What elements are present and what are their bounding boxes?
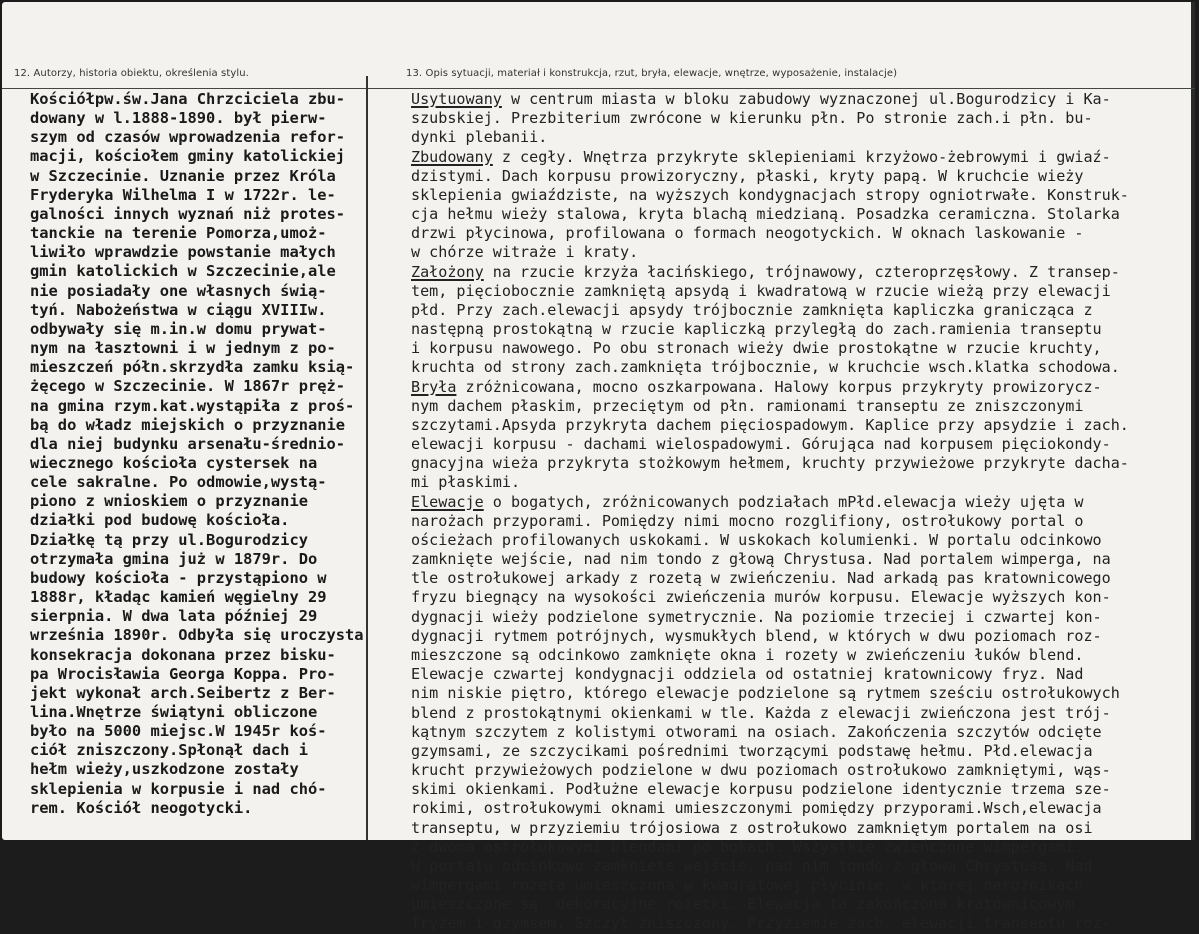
section-keyword: Założony (411, 262, 484, 281)
description-text: z cegły. Wnętrza przykryte sklepieniami krzyżowo-żebrowymi i gwiaź- (492, 147, 1111, 166)
card-edge (1191, 2, 1195, 840)
description-text: na rzucie krzyża łacińskiego, trójnawowy, czteroprzęsłowy. Z transep- (483, 262, 1120, 281)
description-text-line (411, 799, 1129, 818)
description-text: W portalu odcinkowo zamknięte wejście, nad nim tondo z głową Chrystusa. Nad (411, 856, 1093, 875)
description-text-line (411, 665, 1129, 684)
description-text-line (411, 128, 1129, 147)
history-text-line: rem. Kościół neogotycki. (30, 798, 253, 817)
description-text-line (411, 838, 1129, 857)
description-text-line (411, 704, 1129, 723)
history-text-line: szym od czasów wprowadzenia refor- (30, 128, 346, 147)
description-text: wimpergami rozeta umieszczona w kwadratowej płycinie, w której narożnikach (411, 876, 1084, 895)
description-text: dynki plebanii. (411, 128, 548, 147)
history-text-line: żęcego w Szczecinie. W 1867r pręż- (30, 377, 346, 396)
description-text-line (411, 819, 1129, 838)
description-text: blend z prostokątnymi okienkami w tle. Każda z elewacji zwieńczona jest trój- (411, 703, 1111, 722)
description-text-line (411, 473, 1129, 492)
description-text-line (411, 895, 1129, 914)
history-text-line: lina.Wnętrze świątyni obliczone (30, 703, 318, 721)
description-text: skimi okienkami. Podłużne elewacje korpusu podzielone identycznie trzema sze- (411, 780, 1111, 799)
description-text: elewacji korpusu - dachami wielospadowymi. Górująca nad korpusem pięciokondy- (411, 435, 1111, 454)
description-text-line (411, 148, 1129, 167)
history-text-line: bą do władz miejskich o przyznanie (30, 415, 346, 434)
description-text-line (411, 167, 1129, 186)
history-text-line: sierpnia. W dwa lata później 29 (30, 607, 318, 626)
history-text-line: cele sakralne. Po odmowie,wystą- (30, 473, 327, 492)
description-text-line (411, 416, 1129, 435)
document-card (2, 2, 1195, 933)
description-text: w chórze witraże i kraty. (411, 243, 639, 262)
description-text-column (411, 90, 1129, 934)
history-text-line: otrzymała gmina już w 1879r. Do (30, 549, 318, 568)
description-text-line (411, 646, 1129, 665)
description-text: z dwoma ostrołukowymi blendami po bokach. Wszystkie zwieńczone wimpergami. (411, 837, 1084, 856)
history-text-line: Działkę tą przy ul.Bogurodzicy (30, 530, 308, 549)
history-text-line: dowany w l.1888-1890. był pierw- (30, 109, 327, 128)
history-text-line: galności innych wyznań niż protes- (30, 204, 346, 223)
description-text: mieszczone są odcinkowo zamknięte okna i rozety w zwieńczeniu łuków blend. (411, 645, 1084, 664)
description-text-line (411, 378, 1129, 397)
description-text: i korpusu nawowego. Po obu stronach wieży dwie prostokątne w rzucie kruchty, (411, 339, 1102, 358)
description-text: drzwi płycinowa, profilowana o formach neogotyckich. W oknach laskowanie - (411, 224, 1084, 243)
history-text-line: ciół zniszczony.Spłonął dach i (30, 741, 308, 760)
history-text-line: nym na łasztowni i w jednym z po- (30, 339, 336, 358)
description-text: krucht przywieżowych podzielone w dwu poziomach ostrołukowo zamkniętymi, wąs- (411, 761, 1111, 780)
history-text-column (30, 90, 364, 818)
description-text-line (411, 876, 1129, 895)
history-text-line: Kościółpw.św.Jana Chrzciciela zbu- (30, 90, 346, 108)
description-text: kruchta od strony zach.zamknięta trójbocznie, w kruchcie wsch.klatka schodowa. (411, 358, 1120, 377)
description-text-line (411, 857, 1129, 876)
description-text-line (411, 205, 1129, 224)
description-text-line (411, 435, 1129, 454)
column-divider (366, 76, 368, 840)
description-text: fryzu biegnący na wysokości zwieńczenia murów korpusu. Elewacje wyższych kon- (411, 588, 1111, 607)
description-text-line (411, 109, 1129, 128)
description-text-line (411, 569, 1129, 588)
history-text-line: września 1890r. Odbyła się uroczysta (30, 626, 364, 645)
description-text-line (411, 243, 1129, 262)
description-text: tem, pięciobocznie zamkniętą apsydą i kwadratową w rzucie wieżą przy elewacji (411, 281, 1111, 300)
section-keyword: Elewacje (411, 492, 484, 511)
description-text: w centrum miasta w bloku zabudowy wyznaczonej ul.Bogurodzicy i Ka- (501, 90, 1111, 108)
description-text-line (411, 301, 1129, 320)
section-13-header: 13. Opis sytuacji, materiał i konstrukcja, rzut, bryła, elewacje, wnętrze, wyposażenie, instalacje) (406, 68, 898, 79)
section-keyword: Zbudowany (411, 147, 493, 166)
section-keyword: Usytuowany (411, 90, 502, 108)
section-keyword: Bryła (411, 377, 457, 396)
history-text-line: piono z wnioskiem o przyznanie (30, 492, 308, 511)
description-text: fryzem i gzymsem. Szczyt zniszczony. Przyziemie zach. elewacji transeptu roz- (411, 914, 1111, 933)
section-12-header: 12. Autorzy, historia obiektu, określenia stylu. (14, 68, 249, 79)
description-text-line (411, 684, 1129, 703)
description-text: cja hełmu wieży stalowa, kryta blachą miedzianą. Posadzka ceramiczna. Stolarka (411, 205, 1120, 224)
description-text: o bogatych, zróżnicowanych podziałach mPłd.elewacja wieży ujęta w (483, 492, 1084, 511)
description-text: ościeżach profilowanych uskokami. W uskokach kolumienki. W portalu odcinkowo (411, 530, 1102, 549)
history-text-line: działki pod budowę kościoła. (30, 511, 290, 530)
history-text-line: w Szczecinie. Uznanie przez Króla (30, 166, 336, 185)
description-text: szubskiej. Prezbiterium zwrócone w kierunku płn. Po stronie zach.i płn. bu- (411, 109, 1093, 128)
description-text: gzymsami, ze szczycikami pośrednimi tworzącymi podstawę hełmu. Płd.elewacja (411, 741, 1093, 760)
description-text: nym dachem płaskim, przeciętym od płn. ramionami transeptu ze zniszczonymi (411, 396, 1084, 415)
description-text: szczytami.Apsyda przykryta dachem pięciospadowym. Kaplice przy apsydzie i zach. (411, 415, 1129, 434)
description-text: umieszczone są dekoracyjne rozetki. Elewacja ta zakończona kratownicowym (411, 895, 1075, 914)
description-text-line (411, 608, 1129, 627)
description-text: tle ostrołukowej arkady z rozetą w zwieńczeniu. Nad arkadą pas kratownicowego (411, 569, 1111, 588)
history-text-line: jekt wykonał arch.Seibertz z Ber- (30, 683, 336, 702)
history-text-line: gmin katolickich w Szczecinie,ale (30, 262, 336, 281)
description-text-line (411, 550, 1129, 569)
description-text-line (411, 627, 1129, 646)
description-text-line (411, 454, 1129, 473)
description-text: zróżnicowana, mocno oszkarpowana. Halowy korpus przykryty prowizorycz- (456, 377, 1102, 396)
description-text: gnacyjna wieża przykryta stożkowym hełmem, kruchty przywieżowe przykryte dacha- (411, 454, 1129, 473)
description-text-line (411, 186, 1129, 205)
description-text: Elewacje czwartej kondygnacji oddziela od ostatniej kratownicowy fryz. Nad (411, 665, 1084, 684)
history-text-line: na gmina rzym.kat.wystąpiła z proś- (30, 396, 355, 415)
history-text-line: wiecznego kościoła cystersek na (30, 453, 318, 472)
history-text-line: sklepienia w korpusie i nad chó- (30, 779, 327, 798)
history-text-line: Fryderyka Wilhelma I w 1722r. le- (30, 185, 336, 204)
history-text-line: tanckie na terenie Pomorza,umoż- (30, 224, 327, 243)
description-text-line (411, 224, 1129, 243)
description-text: kątnym szczytem z kolistymi otworami na osiach. Zakończenia szczytów odcięte (411, 722, 1102, 741)
description-text-line (411, 588, 1129, 607)
history-text-line: 1888r, kładąc kamień węgielny 29 (30, 588, 327, 607)
description-text-line (411, 90, 1129, 109)
history-text-line: konsekracja dokonana przez bisku- (30, 645, 336, 664)
history-text-line: tyń. Nabożeństwa w ciągu XVIIIw. (30, 300, 327, 319)
history-text-line: hełm wieży,uszkodzone zostały (30, 760, 299, 779)
description-text: płd. Przy zach.elewacji apsydy trójbocznie zamknięta kapliczka granicząca z (411, 300, 1093, 319)
description-text-line (411, 397, 1129, 416)
description-text: dygnacji wieży podzielone symetrycznie. Na poziomie trzeciej i czwartej kon- (411, 607, 1102, 626)
history-text-line: mieszczeń półn.skrzydła zamku ksią- (30, 358, 355, 377)
history-text-line: budowy kościoła - przystąpiono w (30, 568, 327, 587)
description-text-line (411, 531, 1129, 550)
description-text-line (411, 358, 1129, 377)
description-text-line (411, 742, 1129, 761)
description-text-line (411, 914, 1129, 933)
description-text: zamknięte wejście, nad nim tondo z głową Chrystusa. Nad portalem wimperga, na (411, 550, 1111, 569)
history-text-line: odbywały się m.in.w domu prywat- (30, 319, 327, 338)
description-text: transeptu, w przyziemiu trójosiowa z ostrołukowo zamkniętym portalem na osi (411, 818, 1093, 837)
description-text-line (411, 761, 1129, 780)
description-text-line (411, 320, 1129, 339)
description-text: nim niskie piętro, którego elewacje podzielone są rytmem sześciu ostrołukowych (411, 684, 1120, 703)
history-text-line: macji, kościołem gminy katolickiej (30, 147, 346, 166)
description-text-line (411, 263, 1129, 282)
description-text: rokimi, ostrołukowymi oknami umieszczonymi pomiędzy przyporami.Wsch,elewacja (411, 799, 1102, 818)
history-text-line: dla niej budynku arsenału-średnio- (30, 434, 346, 453)
history-text-line: nie posiadały one własnych świą- (30, 281, 327, 300)
history-text-line: pa Wrocisławia Georga Koppa. Pro- (30, 664, 336, 683)
description-text: dygnacji rytmem potrójnych, wysmukłych blend, w których w dwu poziomach roz- (411, 626, 1102, 645)
description-text-line (411, 512, 1129, 531)
description-text: następną prostokątną w rzucie kapliczką przyległą do zach.ramienia transeptu (411, 320, 1102, 339)
description-text-line (411, 493, 1129, 512)
description-text-line (411, 339, 1129, 358)
history-text-line: było na 5000 miejsc.W 1945r koś- (30, 722, 327, 741)
history-text-line: liwiło wprawdzie powstanie małych (30, 243, 336, 262)
description-text: sklepienia gwiaździste, na wyższych kondygnacjach stropy ogniotrwałe. Konstruk- (411, 185, 1129, 204)
description-text-line (411, 723, 1129, 742)
description-text-line (411, 282, 1129, 301)
description-text: mi płaskimi. (411, 473, 521, 492)
description-text: dzistymi. Dach korpusu prowizoryczny, płaski, kryty papą. W kruchcie wieży (411, 166, 1084, 185)
description-text: narożach przyporami. Pomiędzy nimi mocno rozglifiony, ostrołukowy portal o (411, 511, 1084, 530)
description-text-line (411, 780, 1129, 799)
header-rule (2, 88, 1195, 89)
